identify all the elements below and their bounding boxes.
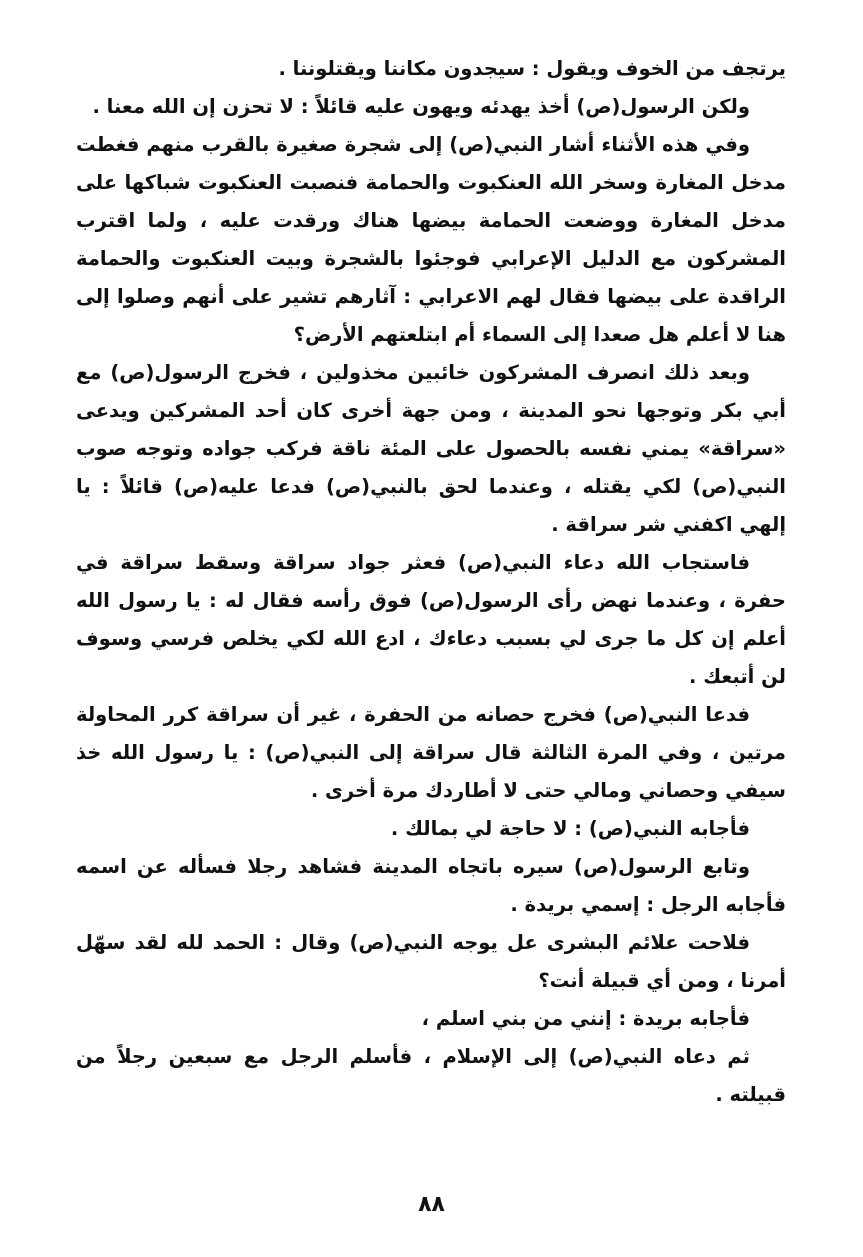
paragraph: وبعد ذلك انصرف المشركون خائبين مخذولين ، فخرج الرسول(ص) مع أبي بكر وتوجها نحو المدينة ، ومن جهة أخرى كان أحد المشركين ويدعى «سراقة» يمني نفسه بالحصول على المئة ناقة فركب جواده وتوجه صوب النبي(ص) لكي يقتله ، وعندما لحق بالنبي(ص) فدعا عليه(ص) قائلاً : يا إلهي اكفني شر سراقة . xyxy=(76,361,786,536)
paragraph: ولكن الرسول(ص) أخذ يهدئه ويهون عليه قائلاً : لا تحزن إن الله معنا . xyxy=(92,95,750,118)
paragraph: وتابع الرسول(ص) سيره باتجاه المدينة فشاهد رجلا فسأله عن اسمه فأجابه الرجل : إسمي بريدة . xyxy=(76,855,786,916)
paragraph: فاستجاب الله دعاء النبي(ص) فعثر جواد سراقة وسقط سراقة في حفرة ، وعندما نهض رأى الرسول(ص) فوق رأسه فقال له : يا رسول الله أعلم إن كل ما جرى لي بسبب دعاءك ، ادع الله لكي يخلص فرسي وسوف لن أتبعك . xyxy=(76,551,786,688)
paragraph: فدعا النبي(ص) فخرج حصانه من الحفرة ، غير أن سراقة كرر المحاولة مرتين ، وفي المرة الثالثة قال سراقة إلى النبي(ص) : يا رسول الله خذ سيفي وحصاني ومالي حتى لا أطاردك مرة أخرى . xyxy=(76,703,786,802)
page-number: ٨٨ xyxy=(418,1192,445,1217)
paragraph: يرتجف من الخوف ويقول : سيجدون مكاننا ويقتلوننا . xyxy=(278,57,786,80)
paragraph: فلاحت علائم البشرى عل يوجه النبي(ص) وقال : الحمد لله لقد سهّل أمرنا ، ومن أي قبيلة أنت؟ xyxy=(76,931,786,992)
paragraph: وفي هذه الأثناء أشار النبي(ص) إلى شجرة صغيرة بالقرب منهم فغطت مدخل المغارة وسخر الله العنكبوت والحمامة فنصبت العنكبوت شباكها على مدخل المغارة ووضعت الحمامة بيضها هناك ورقدت عليه ، ولما اقترب المشركون مع الدليل الإعرابي فوجئوا بالشجرة وبيت العنكبوت والحمامة الراقدة على بيضها فقال لهم الاعرابي : آثارهم تشير على أنهم وصلوا إلى هنا لا أعلم هل صعدا إلى السماء أم ابتلعتهم الأرض؟ xyxy=(76,133,786,346)
paragraph: ثم دعاه النبي(ص) إلى الإسلام ، فأسلم الرجل مع سبعين رجلاً من قبيلته . xyxy=(76,1045,786,1106)
body-text xyxy=(76,50,786,1114)
paragraph: فأجابه النبي(ص) : لا حاجة لي بمالك . xyxy=(390,817,750,840)
paragraph: فأجابه بريدة : إنني من بني اسلم ، xyxy=(421,1007,750,1030)
